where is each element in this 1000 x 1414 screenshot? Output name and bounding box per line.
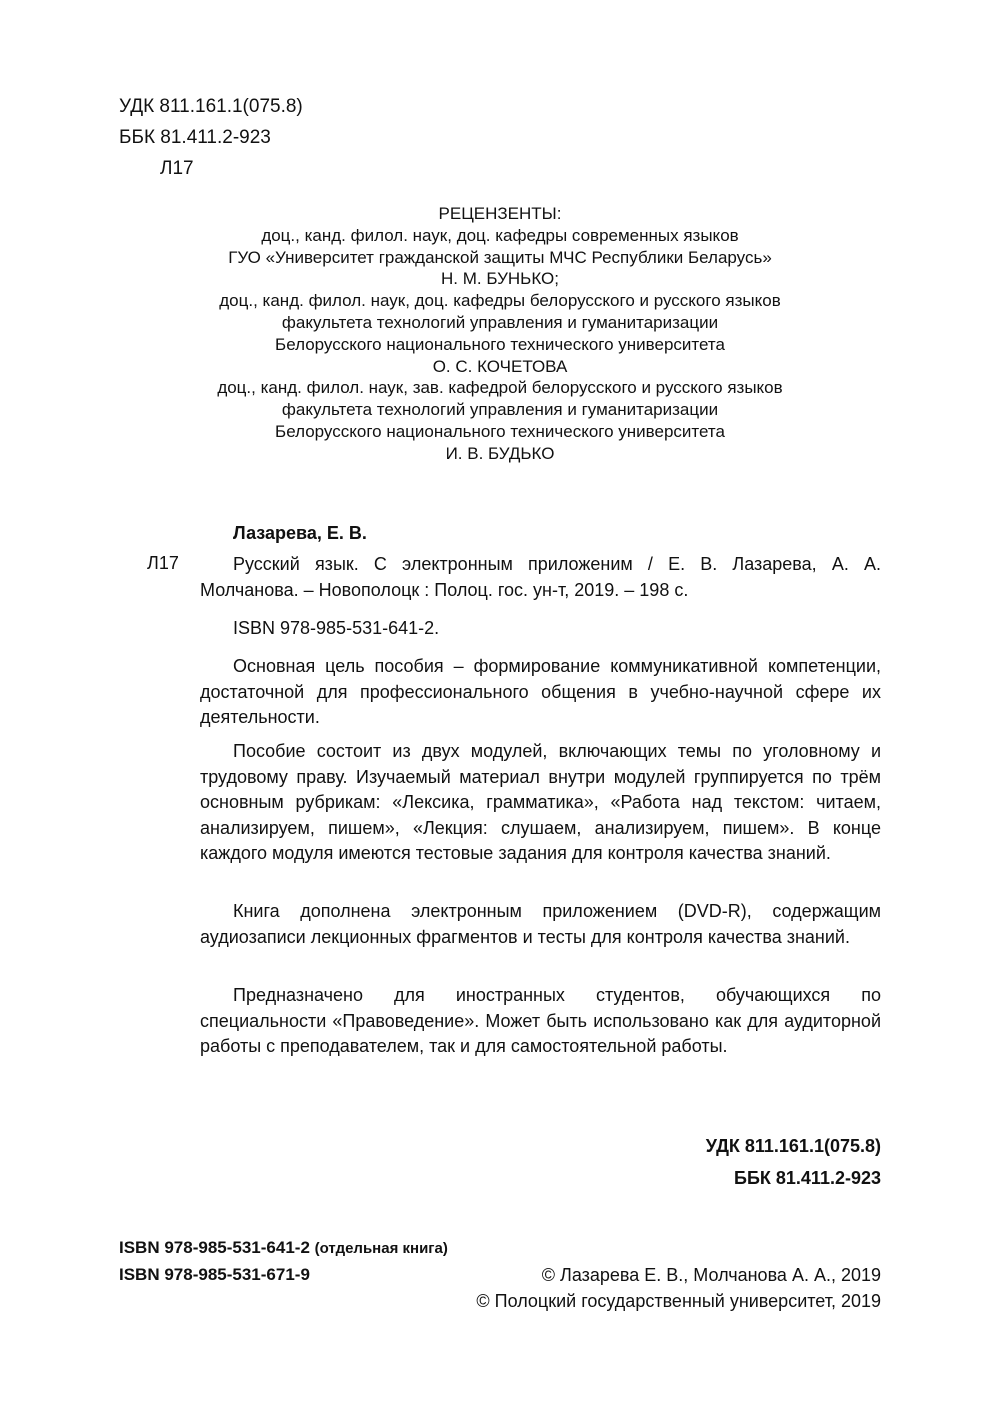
classification-udk: УДК 811.161.1(075.8) [705, 1136, 881, 1156]
reviewer-line: Белорусского национального технического университета [275, 421, 725, 441]
reviewers-block [100, 203, 900, 465]
reviewer-line: доц., канд. филол. наук, доц. кафедры современных языков [261, 225, 739, 245]
reviewers-title: РЕЦЕНЗЕНТЫ: [438, 204, 562, 223]
annotation-paragraph: Книга дополнена электронным приложением (DVD-R), содержащим аудиозаписи лекционных фрагментов и тесты для контроля качества знаний. [200, 901, 881, 947]
isbn-note: (отдельная книга) [314, 1240, 448, 1257]
annotation-paragraph: Основная цель пособия – формирование коммуникативной компетенции, достаточной для профессионального общения в учебно-научной сфере их деятельности. [200, 656, 881, 727]
classification-bbk: ББК 81.411.2-923 [734, 1168, 881, 1188]
header-author-code: Л17 [160, 158, 194, 179]
reviewer-line: доц., канд. филол. наук, зав. кафедрой белорусского и русского языков [217, 378, 783, 398]
reviewer-line: ГУО «Университет гражданской защиты МЧС Республики Беларусь» [228, 247, 772, 267]
header-bbk: ББК 81.411.2-923 [119, 127, 271, 148]
reviewer-name: О. С. КОЧЕТОВА [432, 356, 568, 376]
reviewer-name: И. В. БУДЬКО [445, 443, 555, 463]
footer-isbn-primary [119, 1238, 448, 1258]
annotation-paragraph: Пособие состоит из двух модулей, включающих темы по уголовному и трудовому праву. Изучаемый материал внутри модулей группируется по трём основным рубрикам: «Лексика, грамматика», «Работа над текстом: читаем, анализируем, пишем», «Лекция: слушаем, анализируем, пишем». В конце каждого модуля имеются тестовые задания для контроля качества знаний. [200, 741, 881, 863]
bibliographic-description: Русский язык. С электронным приложеним / Е. В. Лазарева, А. А. Молчанова. – Новополоцк : Полоц. гос. ун-т, 2019. – 198 с. [200, 554, 881, 600]
reviewer-name: Н. М. БУНЬКО; [441, 269, 559, 289]
copyright-authors: © Лазарева Е. В., Молчанова А. А., 2019 [541, 1265, 881, 1285]
copyright-university: © Полоцкий государственный университет, 2019 [476, 1291, 881, 1311]
annotation-paragraph: Предназначено для иностранных студентов, обучающихся по специальности «Правоведение». Может быть использовано как для аудиторной работы с преподавателем, так и для самостоятельной работы. [200, 985, 881, 1056]
catalog-author-code: Л17 [147, 553, 179, 573]
catalog-author: Лазарева, Е. В. [233, 523, 367, 543]
header-udk: УДК 811.161.1(075.8) [119, 96, 303, 117]
reviewer-line: факультета технологий управления и гуманитаризации [281, 400, 719, 420]
footer-isbn-secondary: ISBN 978-985-531-671-9 [119, 1265, 310, 1284]
reviewer-line: факультета технологий управления и гуманитаризации [281, 312, 719, 332]
reviewer-line: доц., канд. филол. наук, доц. кафедры белорусского и русского языков [219, 291, 781, 311]
catalog-isbn: ISBN 978-985-531-641-2. [233, 618, 440, 638]
isbn-number: ISBN 978-985-531-641-2 [119, 1238, 310, 1257]
reviewer-line: Белорусского национального технического университета [275, 334, 725, 354]
